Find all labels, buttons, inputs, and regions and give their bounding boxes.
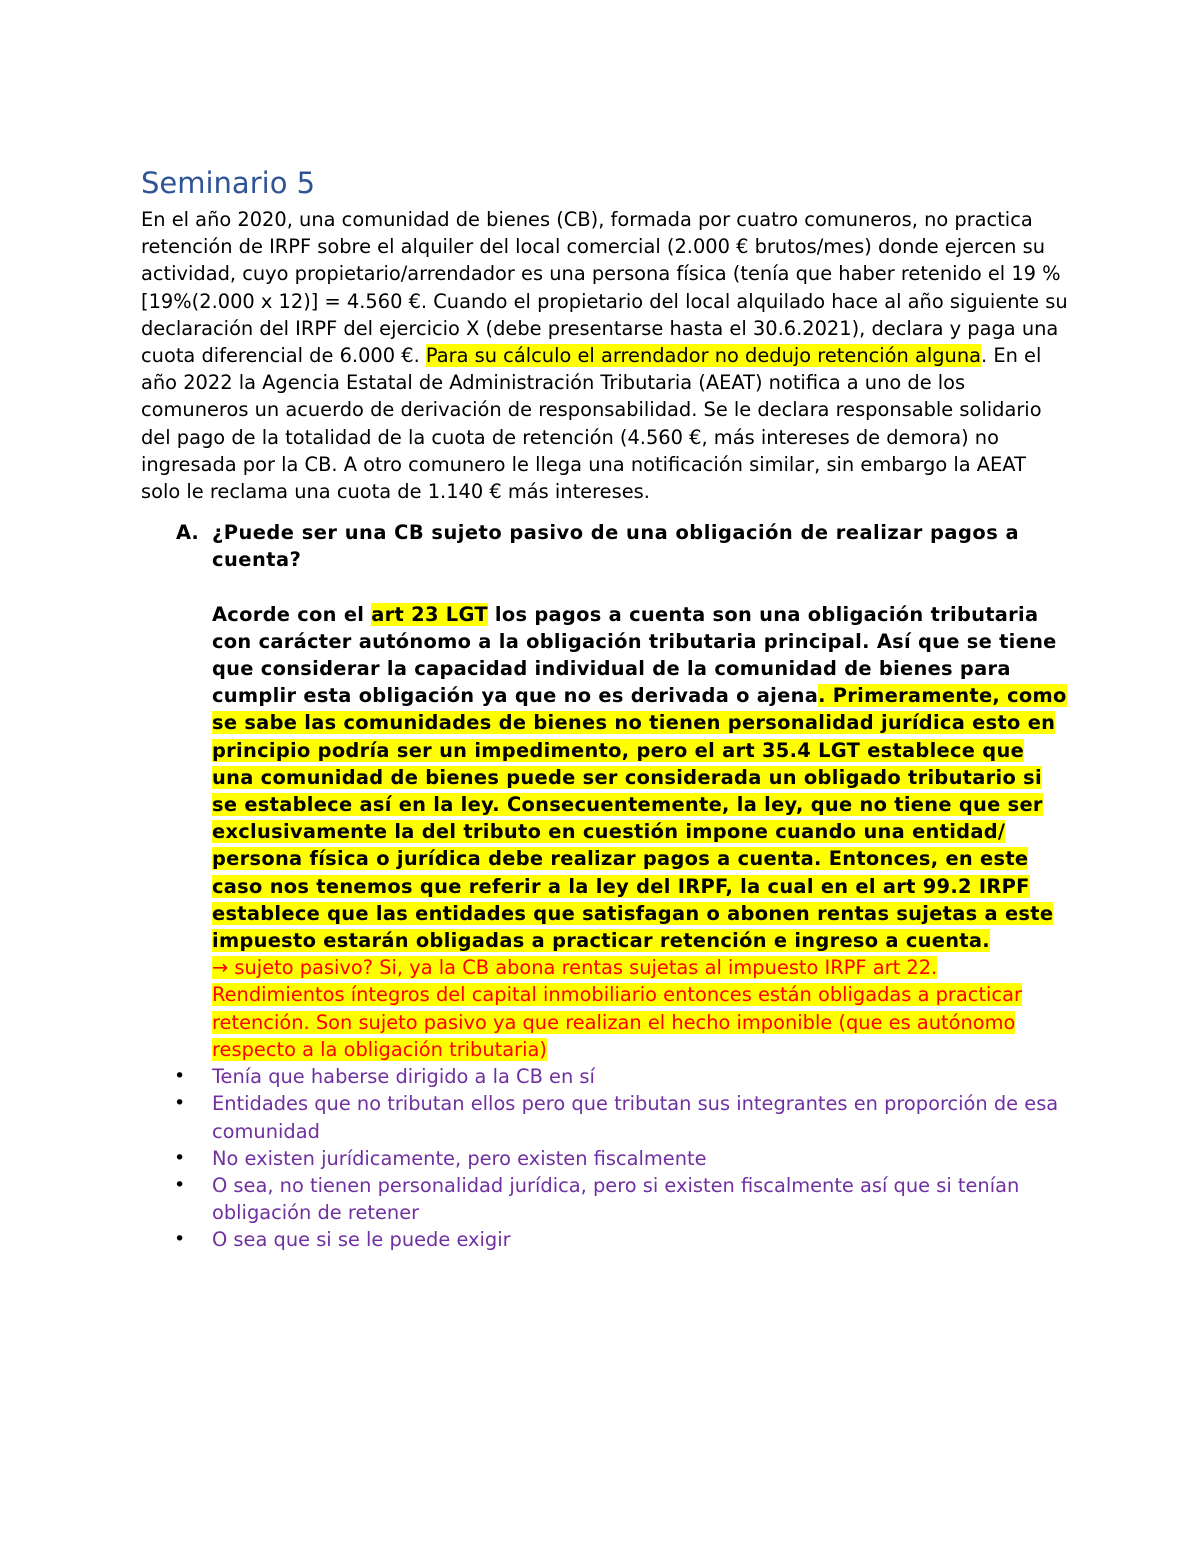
answer-text-a: Acorde con el [212, 602, 372, 626]
bullet-icon: • [174, 1092, 186, 1115]
intro-highlight: Para su cálculo el arrendador no dedujo retención alguna [425, 344, 982, 368]
list-item: • O sea que si se le puede exigir [141, 1226, 1071, 1253]
bullet-icon: • [174, 1146, 186, 1169]
document-body [141, 163, 1071, 1254]
question-text: ¿Puede ser una CB sujeto pasivo de una obligación de realizar pagos a cuenta? [212, 521, 1020, 572]
question-block [141, 519, 1071, 1253]
question-marker: A. [176, 521, 199, 545]
intro-text: En el año 2020, una comunidad de bienes (CB), formada por cuatro comuneros, no practica retención de IRPF sobre el alquiler del local comercial (2.000 € brutos/mes) donde ejercen su actividad, cuyo propietario/arrendador es una persona física (tenía que haber retenido el 19 % [19%(2.000 x 12)] = 4.560 €. Cuando el propietario del local alquilado hace al año siguiente su declaración del IRPF del ejercicio X (debe presentarse hasta el 30.6.2021), declara y paga una cuota diferencial de 6.000 €. [141, 208, 1068, 368]
bullet-icon: • [174, 1065, 186, 1088]
bullet-icon: • [174, 1173, 186, 1196]
answer-text-b: los pagos a cuenta son una obligación tributaria con carácter autónomo a la obligación tributaria principal. Así que se tiene que considerar la capacidad individual de la comunidad de bienes para cumplir esta obligación ya que no es derivada o ajena [212, 602, 1057, 708]
list-item: • Entidades que no tributan ellos pero que tributan sus integrantes en proporción de esa comunidad [174, 1092, 1059, 1143]
red-note-text: → sujeto pasivo? Si, ya la CB abona rentas sujetas al impuesto IRPF art 22. Rendimientos íntegros del capital inmobiliario entonces están obligadas a practicar retención. Son sujeto pasivo ya que realizan el hecho imponible (que es autónomo respecto a la obligación tributaria) [212, 956, 1022, 1061]
answer-paragraph [212, 601, 1071, 955]
intro-text-rest: . En el año 2022 la Agencia Estatal de Administración Tributaria (AEAT) notifica a uno de los comuneros un acuerdo de derivación de responsabilidad. Se le declara responsable solidario del pago de la totalidad de la cuota de retención (4.560 €, más intereses de demora) no ingresada por la CB. A otro comunero le llega una notificación similar, sin embargo la AEAT solo le reclama una cuota de 1.140 € más intereses. [141, 344, 1042, 504]
red-note [212, 954, 1071, 1063]
bullet-list [174, 1063, 1071, 1253]
list-item: • Tenía que haberse dirigido a la CB en sí [141, 1063, 1071, 1090]
bullet-icon: • [174, 1228, 186, 1251]
list-item: • No existen jurídicamente, pero existen fiscalmente [141, 1145, 1071, 1172]
list-item: • O sea, no tienen personalidad jurídica, pero si existen fiscalmente así que si tenían obligación de retener [174, 1173, 1020, 1225]
answer-highlight-ref: art 23 LGT [371, 602, 488, 626]
answer-highlight-body: . Primeramente, como se sabe las comunidades de bienes no tienen personalidad jurídica esto en principio podría ser un impedimento, pero el art 35.4 LGT establece que una comunidad de bienes puede ser considerada un obligado tributario si se establece así en la ley. Consecuentemente, la ley, que no tiene que ser exclusivamente la del tributo en cuestión impone cuando una entidad/ persona física o jurídica debe realizar pagos a cuenta. Entonces, en este caso nos tenemos que referir a la ley del IRPF, la cual en el art 99.2 IRPF establece que las entidades que satisfagan o abonen rentas sujetas a este impuesto estarán obligadas a practicar retención e ingreso a cuenta. [212, 684, 1067, 953]
intro-paragraph [141, 206, 1071, 505]
page-title: Seminario 5 [141, 166, 316, 200]
